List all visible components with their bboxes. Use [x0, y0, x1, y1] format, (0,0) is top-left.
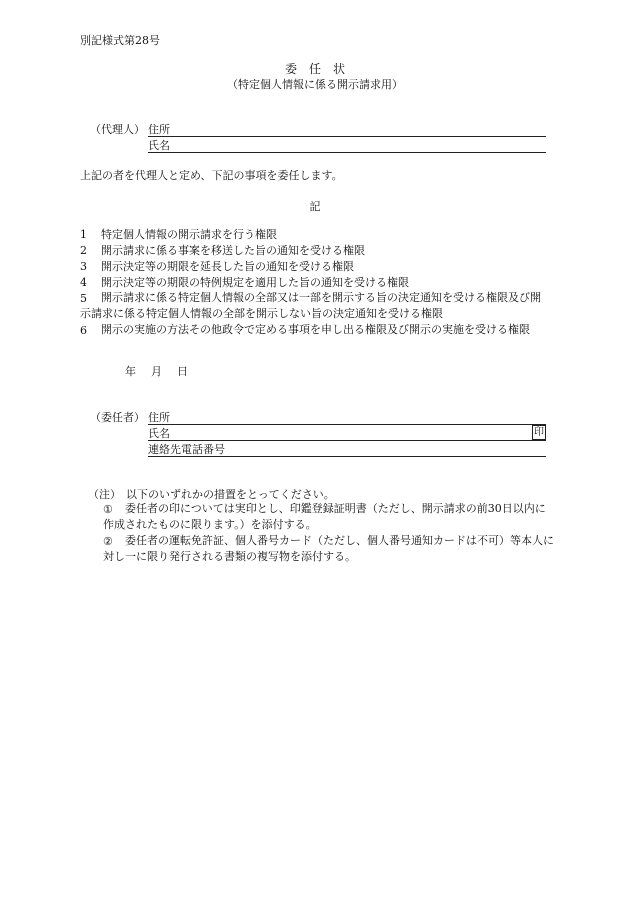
note-intro: 以下のいずれかの措置をとってください。	[126, 488, 335, 501]
intro-text: 上記の者を代理人と定め、下記の事項を委任します。	[80, 169, 343, 182]
item-number: 5	[80, 292, 87, 305]
item-text: 開示決定等の期限を延長した旨の通知を受ける権限	[101, 260, 354, 273]
item-text: 開示請求に係る特定個人情報の全部又は一部を開示する旨の決定通知を受ける権限及び開示請求に係る特定個人情報の全部を開示しない旨の決定通知を受ける権限	[80, 291, 541, 320]
item-number: 3	[80, 260, 87, 273]
item-number: 2	[80, 244, 87, 257]
note-mark: ②	[103, 535, 113, 548]
principal-address-label: 住所	[148, 411, 170, 424]
agent-name-line[interactable]	[148, 152, 546, 153]
date-line[interactable]: 年 月 日	[125, 365, 190, 378]
principal-phone-line[interactable]	[148, 456, 546, 457]
agent-label: （代理人）	[90, 123, 145, 136]
principal-name-line[interactable]	[148, 440, 546, 441]
document-title: 委 任 状	[284, 62, 345, 76]
principal-phone-label: 連絡先電話番号	[148, 443, 225, 456]
note-label: （注）	[88, 488, 121, 501]
seal-box: 印	[534, 427, 544, 438]
principal-label: （委任者）	[90, 411, 145, 424]
agent-name-label: 氏名	[148, 139, 170, 152]
item-number: 1	[80, 228, 87, 241]
agent-address-label: 住所	[148, 123, 170, 136]
item-text: 開示の実施の方法その他政令で定める事項を申し出る権限及び開示の実施を受ける権限	[101, 323, 530, 336]
item-text: 開示決定等の期限の特例規定を適用した旨の通知を受ける権限	[101, 276, 409, 289]
principal-name-label: 氏名	[148, 427, 170, 440]
item-number: 6	[80, 324, 87, 337]
note-text: 委任者の印については実印とし、印鑑登録証明書（ただし、開示請求の前30日以内に作成されたものに限ります。）を添付する。	[103, 502, 546, 531]
form-number: 別記様式第28号	[80, 34, 160, 47]
ki-heading: 記	[309, 200, 321, 213]
note-mark: ①	[103, 503, 113, 516]
principal-address-line[interactable]	[148, 424, 546, 425]
document-subtitle: （特定個人情報に係る開示請求用）	[227, 78, 403, 91]
note-text: 委任者の運転免許証、個人番号カード（ただし、個人番号通知カードは不可）等本人に対し一に限り発行される書類の複写物を添付する。	[103, 534, 554, 563]
item-number: 4	[80, 276, 87, 289]
agent-address-line[interactable]	[148, 136, 546, 137]
item-text: 特定個人情報の開示請求を行う権限	[101, 228, 277, 241]
item-text: 開示請求に係る事案を移送した旨の通知を受ける権限	[101, 244, 365, 257]
